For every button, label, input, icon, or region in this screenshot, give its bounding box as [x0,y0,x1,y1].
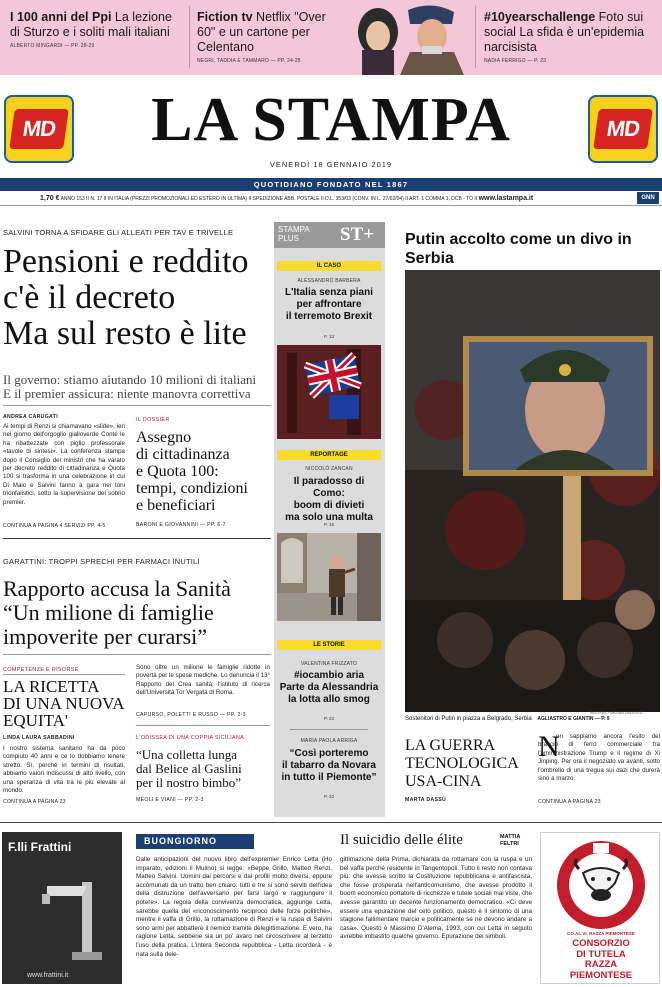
stplus-item-smog[interactable] [277,670,381,706]
headline-line: LA RICETTA [3,677,100,696]
teaser-title: Netflix "Over 60" e un cartone per Celentano [197,10,326,54]
divider [189,6,190,68]
headline-line: Il paradosso di Como: [293,476,365,499]
headline-line: “Un milione di famiglie [3,600,214,625]
headline-line: il tabarro da Novara [282,760,376,771]
suicidio-author [500,834,520,848]
stplus-tag-caso: IL CASO [277,261,381,271]
md-logo-text: MD [605,116,641,141]
stplus-logo: ST+ [340,224,375,245]
stplus-byline: NICCOLÒ ZANCAN [305,466,353,472]
seal-ring-text: CO.AL.VI. RAZZA PIEMONTESE [567,931,635,936]
piemontese-ad[interactable] [540,832,660,984]
lead-byline: ANDREA CARUGATI [3,414,58,420]
odissea-tag: L'ODISSEA DI UNA COPPIA SICILIANA [136,735,245,741]
dossier-tag: IL DOSSIER [136,417,170,423]
divider [475,6,476,68]
ricetta-headline[interactable] [3,678,125,729]
headline-line: per il nostro bimbo” [136,775,242,790]
headline-line: LA GUERRA [405,737,496,754]
divider [136,725,270,726]
frattini-ad[interactable] [2,832,122,984]
ricetta-body: I nostro sistema sanitario ha da poco compiuto 40 anni e ce lo dobbiamo tenere stretto. Sì, perché in termini di risultati, abbiamo valori indiscussi di alto livello, con una speranza di vita tra le più elevate al mondo. [3,745,125,795]
stplus-page: P. 13 [324,334,334,339]
stplus-byline: VALENTINA FRIZZATO [300,661,358,667]
odissea-headline[interactable] [136,748,270,790]
teaser-ppi[interactable] [10,10,185,49]
ad-lines [541,939,661,981]
stplus-tag-reportage: REPORTAGE [277,450,381,460]
ad-brand: F.lli Frattini [8,840,72,854]
street-musician-icon [277,533,381,621]
headline-line: Pensioni e reddito [3,243,249,280]
headline-line: in tutto il Piemonte” [281,772,377,783]
ricetta-byline: LINDA LAURA SABBADINI [3,735,75,741]
suicidio-headline[interactable]: Il suicidio delle élite [340,832,463,848]
como-photo[interactable] [277,533,381,621]
teaser-byline: NADIA FERRIGO — P. 23 [484,58,547,64]
sanita-kicker: GARATTINI: TROPPI SPRECHI PER FARMACI INUTILI [3,557,200,566]
guerra-body: on sappiamo ancora l'esito del braccio di ferro commerciale fra l'amministrazione Trump e il regime di Xi Jinping. Per ora il negoziato va avanti, sotto l'ombrello di una tregua sui dazi che durerà sino a marzo. [538,733,660,783]
author-line: FELTRI [500,841,519,847]
founded-band: QUOTIDIANO FONDATO NEL 1867 [0,178,662,191]
headline-line: Rapporto accusa la Sanità [3,576,231,601]
lead-subhead [3,373,271,401]
sanita-byline: CAPURSO, POLETTI E RUSSO — PP. 2-3 [136,712,246,718]
crowd-photo-icon [405,270,660,712]
stplus-item-como[interactable] [277,476,381,524]
ad-line: PIEMONTESE [569,969,633,981]
masthead-date: VENERDÌ 18 GENNAIO 2019 [269,160,393,169]
caption-text: Sostenitori di Putin in piazza a Belgrado, Serbia [405,716,532,722]
caption-byline: AGLIASTRO E GIANTIN — P. 9 [537,716,610,722]
cartoon-characters-icon [340,2,472,75]
teaser-title: La lezione di Sturzo e i soliti mali italiani [10,10,172,39]
headline-line: TECNOLOGICA [405,755,519,772]
headline-line: Putin accolto come un divo in Serbia [405,231,632,267]
ricetta-continue[interactable]: CONTINUA A PAGINA 23 [3,799,66,805]
headline-line: EQUITA' [3,711,68,730]
stplus-tag-storie: LE STORIE [277,640,381,650]
stampa-plus-header[interactable] [274,222,385,248]
stplus-label: PLUS [278,234,299,243]
ricetta-tag: COMPETENZE E RISORSE [3,667,125,675]
brexit-photo[interactable] [277,345,381,439]
divider [0,822,662,823]
sanita-body: Sono oltre un milione le famiglie ridotte in povertà per le spese mediche. Lo denuncia il 13° Rapporto del Crea sanità, l'istituto di ricerca dell'Università Tor Vergata di Roma. [136,664,270,697]
cow-seal-icon [555,839,647,931]
sanita-headline[interactable] [3,577,271,649]
headline-line: Ma sul resto è lite [3,315,247,352]
headline-line: il terremoto Brexit [285,311,373,322]
faucet-icon [32,872,112,967]
ad-line: DI TUTELA [576,948,626,960]
stplus-item-brexit[interactable] [277,287,381,323]
teaser-title-bold: I 100 anni del Ppi [10,10,112,24]
dossier-byline: BARONI E GIOVANNINI — PP. 6-7 [136,522,226,528]
headline-line: DI UNA NUOVA [3,694,125,713]
lead-headline[interactable] [3,244,271,352]
stplus-page: P. 22 [324,716,334,721]
stplus-label: STAMPA [278,225,310,234]
subhead-line: Il governo: stiamo aiutando 10 milioni di italiani [3,372,257,387]
stplus-byline: MARIA PAOLA ARRIGA [300,738,358,744]
teaser-byline: NEGRI, TADDIA E TAMMARO — PP. 24-25 [197,58,301,64]
buongiorno-tag: BUONGIORNO [136,834,254,849]
suicidio-body: gittimazione della Prima, dichiarata da rottamare con la ruspa e un bel vaffa perché residente in Tangentopoli. Tutto il resto non contava più: che avesse scritto la Costituzione repubblicana e antifascista, che fosse prosperata nell'anticomunismo, che avesse prodotto il boom economico portatore di ricchezze e tutele sociali mai viste, che avesse garantito un decente funzionamento democratico. «Ci deve essere una epurazione del ceto politico, questo è il sintomo di una stagione fallimentare marcio e politicamente se ne devono andare a casa». Questo è Massimo D'Alema, 1993, con cui Letta in seguito avrebbe imbastito qualche governo. Epurazione dei simboli. [340,856,532,941]
headline-line: “Così porteremo [289,748,369,759]
teaser-fiction[interactable] [197,10,347,64]
headline-line: c'è il decreto [3,279,176,316]
teaser-title-bold: Fiction tv [197,10,253,24]
headline-line: impoverite per curarsi” [3,624,208,649]
lead-continue[interactable]: CONTINUA A PAGINA 4 SERVIZI PP. 4-5 [3,523,106,529]
putin-photo[interactable] [405,270,660,712]
guerra-byline: MARTA DASSÙ [405,797,447,803]
divider [3,405,271,406]
headline-line: “Una colletta lunga [136,747,238,762]
gnn-logo: GNN [637,192,659,204]
headline-line: per affrontare [296,299,362,310]
headline-line: Assegno [136,429,192,446]
headline-line: tempi, condizioni [136,480,248,497]
stplus-byline: ALESSANDRO BARBERA [297,278,361,284]
stplus-item-tabarro[interactable] [277,748,381,784]
dropcap: N [538,730,560,763]
headline-line: dal Belice al Gaslini [136,761,242,776]
stplus-page: P. 22 [324,794,334,799]
headline-line: e beneficiari [136,497,216,514]
author-line: MATTIA [500,834,521,840]
photo-credit: REUTERS / SRDJAN ZIVULOVIC [590,711,644,715]
divider [3,654,271,655]
info-bar [0,192,662,206]
price: 1,70 € [40,195,60,202]
guerra-continue[interactable]: CONTINUA A PAGINA 23 [538,799,601,805]
ad-line: CONSORZIO [572,938,630,949]
divider [290,729,368,730]
odissea-byline: MEOLI E VIANI — PP. 2-3 [136,797,204,803]
lead-body: Ai tempi di Renzi si chiamavano «slide», ieri nel giorno dell'orgoglio gialloverde Conte le ha ribattezzate con piglio professorale «tavole di sintesi». La conferenza stampa dopo il Consiglio dei ministri che ha varato per decreto reddito di cittadinanza e Quota 100 si trasforma in una celebrazione in cui Di Maio e Salvini fanno a gara nei toni trionfalistici, sotto la supervisione del sobrio premier. [3,423,125,506]
teaser-10years[interactable] [484,10,656,64]
subhead-line: E il premier assicura: niente manovra correttiva [3,386,251,401]
info-text: ANNO 153 II N. 17 II IN ITALIA (PREZZI PROMOZIONALI ED ESTERO IN ULTIMA) II SPEDIZIONE ABB. POSTALE II D.L. 353/03 (CONV. IN L. 27/02/04) II ART. 1 COMMA 1, DCB - TO II [60,196,478,202]
md-logo-text: MD [21,116,57,141]
headline-line: L'Italia senza piani [285,287,373,298]
teaser-title: Foto sui social La sfida è un'epidemia narcisista [484,10,645,54]
guerra-headline[interactable] [405,737,533,791]
md-logo-left[interactable] [4,95,74,163]
headline-line: boom di divieti [293,500,365,511]
headline-line: di cittadinanza [136,446,230,463]
md-logo-right[interactable] [588,95,658,163]
uk-flag-icon [277,345,381,439]
headline-line: e Quota 100: [136,463,219,480]
divider [3,538,271,539]
teaser-title-bold: #10yearschallenge [484,10,596,24]
masthead-title: LA STAMPA [151,86,511,154]
headline-line: USA-CINA [405,773,482,790]
teaser-byline: ALBERTO MINGARDI — PP. 28-29 [10,43,95,49]
buongiorno-body: Dalle anticipazioni del nuovo libro dell'expremier Enrico Letta (Ho imparato, edizioni il Mulino) si legge: «Beppe Grillo, Matteo Renzi, Matteo Salvini. Uomini dai percorsi e dai profili molto diversi, eppure accomunati da un tratto ben chiaro: tutti e tre si sono serviti dell'idea della distruzione dell'avversario per farsi largo e raggiungere il potere». La regola della convivenza democratica, aggiunge Letta, sarebbe quella del «riconoscimento reciproco delle forze politiche», mentre il vaffa di Grillo, la rottamazione di Renzi e la ruspa di Salvini sono armi per abbattere il nemico tramite delegittimazione. E vero, ha ragione Letta, sebbene sia un po' avaro nel circoscrivere al terzetto l'uso della pratica. L'intera Seconda repubblica - Letta ricorderà - è nata sulla dele- [136,856,332,958]
photo-caption [405,716,610,722]
site-url[interactable]: www.lastampa.it [478,195,534,202]
dossier-headline[interactable] [136,429,270,514]
headline-line: #iocambio aria [293,670,365,681]
headline-line: la lotta allo smog [288,694,370,705]
headline-line: Parte da Alessandria [279,682,379,693]
lead-kicker: SALVINI TORNA A SFIDARE GLI ALLEATI PER TAV E TRIVELLE [3,228,234,237]
ad-url: www.frattini.it [27,972,69,979]
headline-line: ma solo una multa [285,512,373,523]
stplus-page: P. 15 [324,522,334,527]
cartoon-illustration [340,2,472,75]
ad-line: RAZZA [584,959,618,970]
